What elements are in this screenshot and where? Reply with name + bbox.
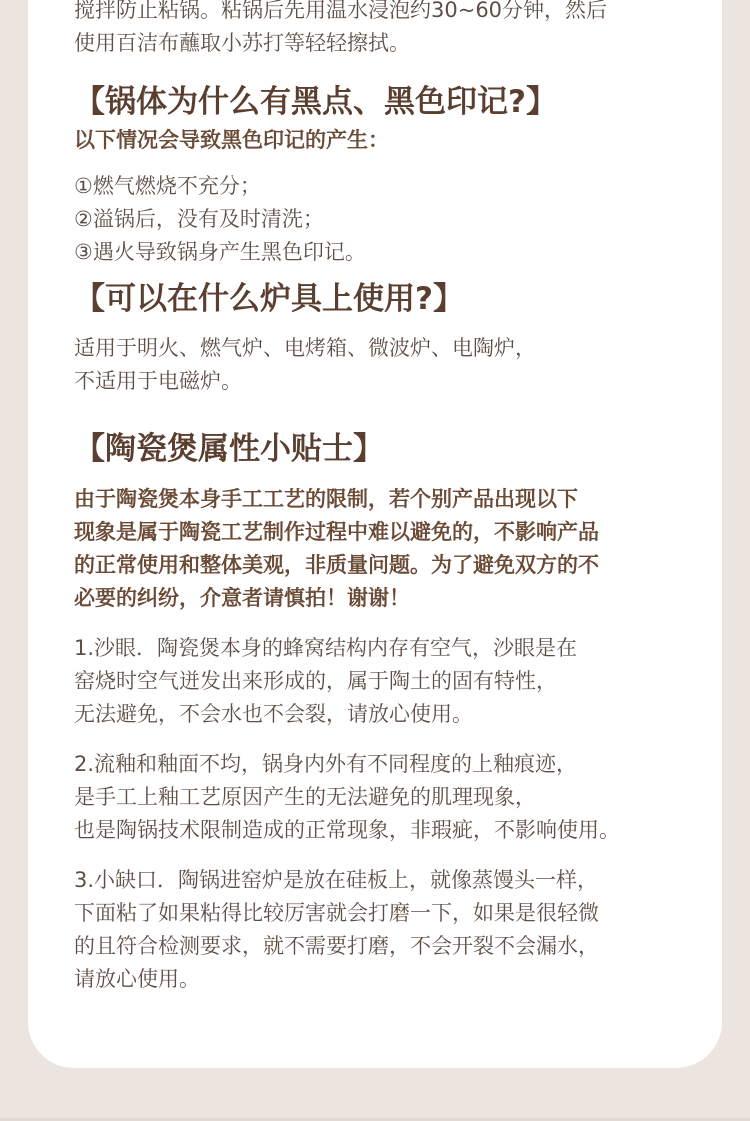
text-line: 不适用于电磁炉。 [74, 369, 242, 393]
tip-sand-holes [74, 632, 704, 731]
tip-line: 是手工上釉工艺原因产生的无法避免的肌理现象， [74, 785, 536, 809]
tip-line: 请放心使用。 [74, 967, 200, 991]
tip-line: 窑烧时空气迸发出来形成的，属于陶土的固有特性， [74, 669, 557, 693]
section-heading: 【陶瓷煲属性小贴士】 [74, 431, 384, 467]
notice-line: 由于陶瓷煲本身手工工艺的限制，若个别产品出现以下 [74, 487, 578, 511]
tip-line: 下面粘了如果粘得比较厉害就会打磨一下，如果是很轻微 [74, 901, 599, 925]
list-item: ②溢锅后，没有及时清洗； [74, 207, 324, 231]
tip-line: 也是陶锅技术限制造成的正常现象，非瑕疵，不影响使用。 [74, 818, 620, 842]
quality-notice [74, 483, 704, 615]
text-line: 使用百洁布蘸取小苏打等轻轻擦拭。 [74, 31, 410, 55]
stove-compat [74, 332, 704, 398]
tip-line: 3.小缺口．陶锅进窑炉是放在硅板上，就像蒸馒头一样， [74, 868, 599, 892]
tip-line: 2.流釉和釉面不均，锅身内外有不同程度的上釉痕迹， [74, 752, 578, 776]
section-lead: 以下情况会导致黑色印记的产生： [74, 128, 389, 152]
list-item: ①燃气燃烧不充分； [74, 174, 261, 198]
section-tips [74, 428, 704, 996]
section-heading: 【可以在什么炉具上使用?】 [74, 281, 464, 317]
notice-line: 必要的纠纷，介意者请慎拍！谢谢！ [74, 586, 410, 610]
tip-line: 1.沙眼．陶瓷煲本身的蜂窝结构内存有空气，沙眼是在 [74, 636, 578, 660]
cause-list [74, 170, 704, 269]
text-line: 适用于明火、燃气炉、电烤箱、微波炉、电陶炉， [74, 336, 536, 360]
notice-line: 的正常使用和整体美观，非质量问题。为了避免双方的不 [74, 553, 599, 577]
text-line: 搅拌防止粘锅。粘锅后先用温水浸泡约30~60分钟，然后 [74, 0, 608, 22]
section-black-spots [74, 81, 704, 269]
article-content [74, 0, 704, 996]
section-heading: 【锅体为什么有黑点、黑色印记?】 [74, 84, 557, 120]
tip-glaze [74, 748, 704, 847]
list-item: ③遇火导致锅身产生黑色印记。 [74, 240, 366, 264]
section-stoves [74, 278, 704, 398]
tip-small-chips [74, 864, 704, 996]
content-card [28, 0, 722, 1068]
tip-line: 的且符合检测要求，就不需要打磨，不会开裂不会漏水， [74, 934, 599, 958]
intro-paragraph [74, 0, 704, 60]
notice-line: 现象是属于陶瓷工艺制作过程中难以避免的，不影响产品 [74, 520, 599, 544]
tip-line: 无法避免，不会水也不会裂，请放心使用。 [74, 702, 473, 726]
